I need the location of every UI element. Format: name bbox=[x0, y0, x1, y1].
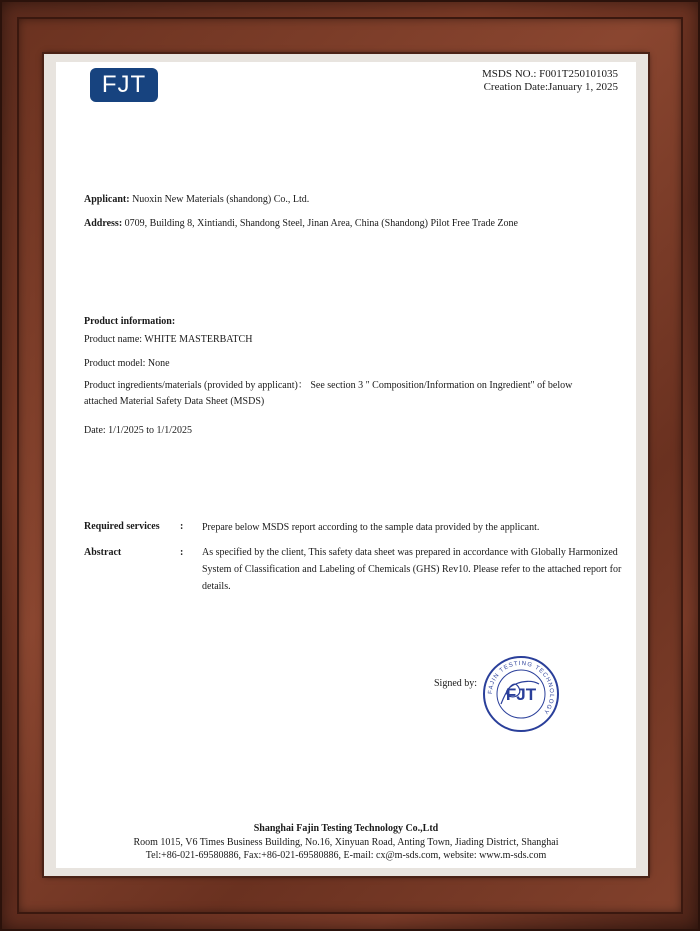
product-date: Date: 1/1/2025 to 1/1/2025 bbox=[84, 425, 193, 436]
seal-ring-text: FAJIN TESTING TECHNOLOGY bbox=[487, 660, 555, 716]
address-label: Address: bbox=[84, 218, 123, 229]
footer-address: Room 1015, V6 Times Business Building, No.16, Xinyuan Road, Anting Town, Jiading District, Shanghai bbox=[133, 837, 559, 848]
product-ingredients: Product ingredients/materials (provided by applicant)： See section 3 " Composition/Information on Ingredient" of below attached Material Safety Data Sheet (MSDS) bbox=[84, 380, 573, 407]
fjt-logo: FJT bbox=[90, 68, 158, 102]
seal-center-text: FJT bbox=[505, 685, 537, 704]
abstract-text: As specified by the client, This safety data sheet was prepared in accordance with Globally Harmonized System of Classification and Labeling of Chemicals (GHS) Rev10. Please refer to the attached report for details. bbox=[202, 547, 622, 592]
footer-company: Shanghai Fajin Testing Technology Co.,Ltd bbox=[253, 823, 439, 834]
company-seal bbox=[481, 654, 561, 734]
applicant-line bbox=[84, 193, 309, 206]
footer-contact: Tel:+86-021-69580886, Fax:+86-021-69580886, E-mail: cx@m-sds.com, website: www.m-sds.com bbox=[145, 850, 547, 861]
creation-date: Creation Date:January 1, 2025 bbox=[483, 81, 618, 93]
signed-by-label: Signed by: bbox=[434, 678, 478, 689]
abstract-colon: : bbox=[180, 547, 184, 558]
document-meta bbox=[482, 68, 618, 94]
applicant-value: Nuoxin New Materials (shandong) Co., Ltd. bbox=[132, 194, 310, 205]
product-heading: Product information: bbox=[84, 316, 176, 327]
address-value: 0709, Building 8, Xintiandi, Shandong Steel, Jinan Area, China (Shandong) Pilot Free Trade Zone bbox=[124, 218, 518, 229]
address-line bbox=[84, 217, 518, 230]
certificate-page bbox=[56, 62, 636, 868]
product-model: Product model: None bbox=[84, 358, 170, 369]
required-services-text: Prepare below MSDS report according to the sample data provided by the applicant. bbox=[202, 522, 540, 533]
applicant-label: Applicant: bbox=[84, 194, 130, 205]
abstract-label: Abstract bbox=[84, 547, 122, 558]
msds-number: MSDS NO.: F001T250101035 bbox=[482, 68, 618, 80]
product-name: Product name: WHITE MASTERBATCH bbox=[84, 334, 253, 345]
required-services-label: Required services bbox=[84, 521, 160, 532]
required-services-colon: : bbox=[180, 521, 184, 532]
